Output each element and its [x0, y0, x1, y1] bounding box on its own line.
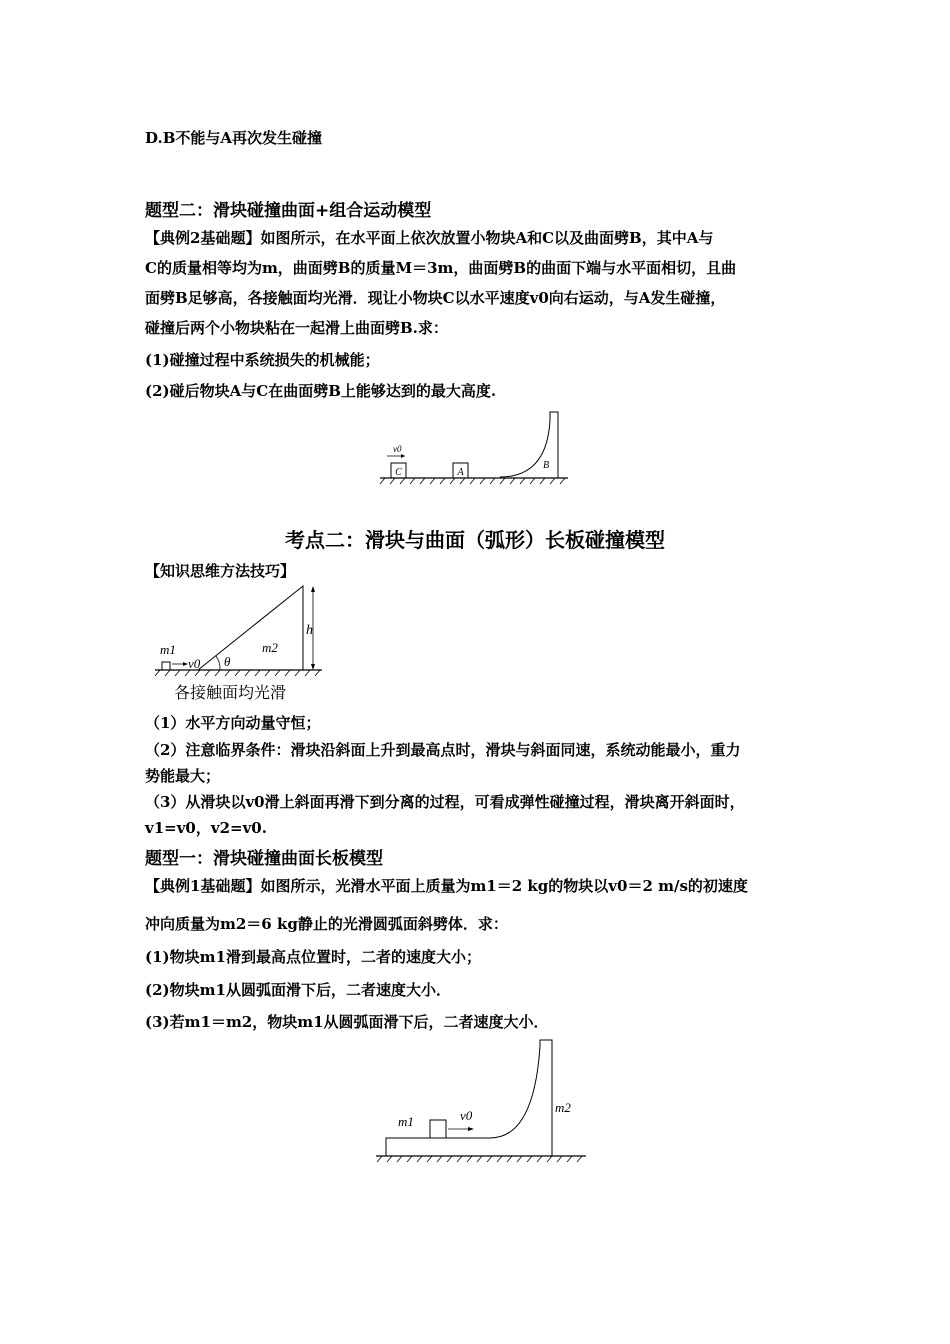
tip-2: （2）注意临界条件：滑块沿斜面上升到最高点时，滑块与斜面同速，系统动能最小，重力 [145, 741, 741, 759]
tips-heading: 【知识思维方法技巧】 [145, 562, 296, 580]
example1-question-2: (2)物块m1从圆弧面滑下后，二者速度大小． [145, 981, 451, 999]
label-v0-b: v0 [188, 656, 201, 671]
example1-question-1: (1)物块m1滑到最高点位置时，二者的速度大小； [145, 948, 481, 966]
example2-line-1: 【典例2基础题】如图所示，在水平面上依次放置小物块A和C以及曲面劈B，其中A与 [145, 229, 714, 247]
label-v0-c: v0 [460, 1108, 473, 1123]
label-m1: m1 [160, 642, 176, 657]
figure-curved-board [372, 1036, 592, 1168]
option-d: D.B不能与A再次发生碰撞 [145, 129, 323, 147]
example2-question-1: (1)碰撞过程中系统损失的机械能； [145, 351, 380, 369]
example1-line-1: 【典例1基础题】如图所示，光滑水平面上质量为m1＝2 kg的物块以v0＝2 m/s的初速度 [145, 877, 748, 895]
example1-question-3: (3)若m1＝m2，物块m1从圆弧面滑下后，二者速度大小． [145, 1013, 549, 1031]
label-b: B [543, 460, 550, 471]
example2-line-3: 面劈B足够高，各接触面均光滑．现让小物块C以水平速度v0向右运动，与A发生碰撞， [145, 289, 726, 307]
label-c: C [395, 467, 402, 478]
tip-2-cont: 势能最大； [145, 767, 221, 785]
tip-3-cont: v1=v0，v2=v0. [145, 819, 267, 837]
label-m2: m2 [262, 640, 278, 655]
label-m2-c: m2 [555, 1100, 571, 1115]
section2-heading: 题型二：滑块碰撞曲面+组合运动模型 [145, 201, 432, 221]
example2-line-2: C的质量相等均为m，曲面劈B的质量M＝3m，曲面劈B的曲面下端与水平面相切，且曲 [145, 259, 737, 277]
example2-line-4: 碰撞后两个小物块粘在一起滑上曲面劈B.求： [145, 319, 448, 337]
tip-3: （3）从滑块以v0滑上斜面再滑下到分离的过程，可看成弹性碰撞过程，滑块离开斜面时， [145, 793, 745, 811]
label-h: h [306, 623, 313, 638]
kaodian2-title: 考点二：滑块与曲面（弧形）长板碰撞模型 [285, 528, 665, 552]
label-a: A [457, 467, 464, 478]
label-m1-c: m1 [398, 1114, 414, 1129]
label-v0: v0 [393, 444, 402, 454]
example1-line-2: 冲向质量为m2＝6 kg静止的光滑圆弧面斜劈体．求： [145, 915, 508, 933]
figure-slider-curve-b [375, 410, 575, 490]
section1-heading: 题型一：滑块碰撞曲面长板模型 [145, 849, 383, 869]
example2-question-2: (2)碰后物块A与C在曲面劈B上能够达到的最大高度. [145, 382, 497, 400]
figure-incline [150, 582, 340, 706]
figure-caption: 各接触面均光滑 [174, 685, 287, 702]
tip-1: （1）水平方向动量守恒； [145, 714, 321, 732]
label-theta: θ [224, 654, 231, 669]
